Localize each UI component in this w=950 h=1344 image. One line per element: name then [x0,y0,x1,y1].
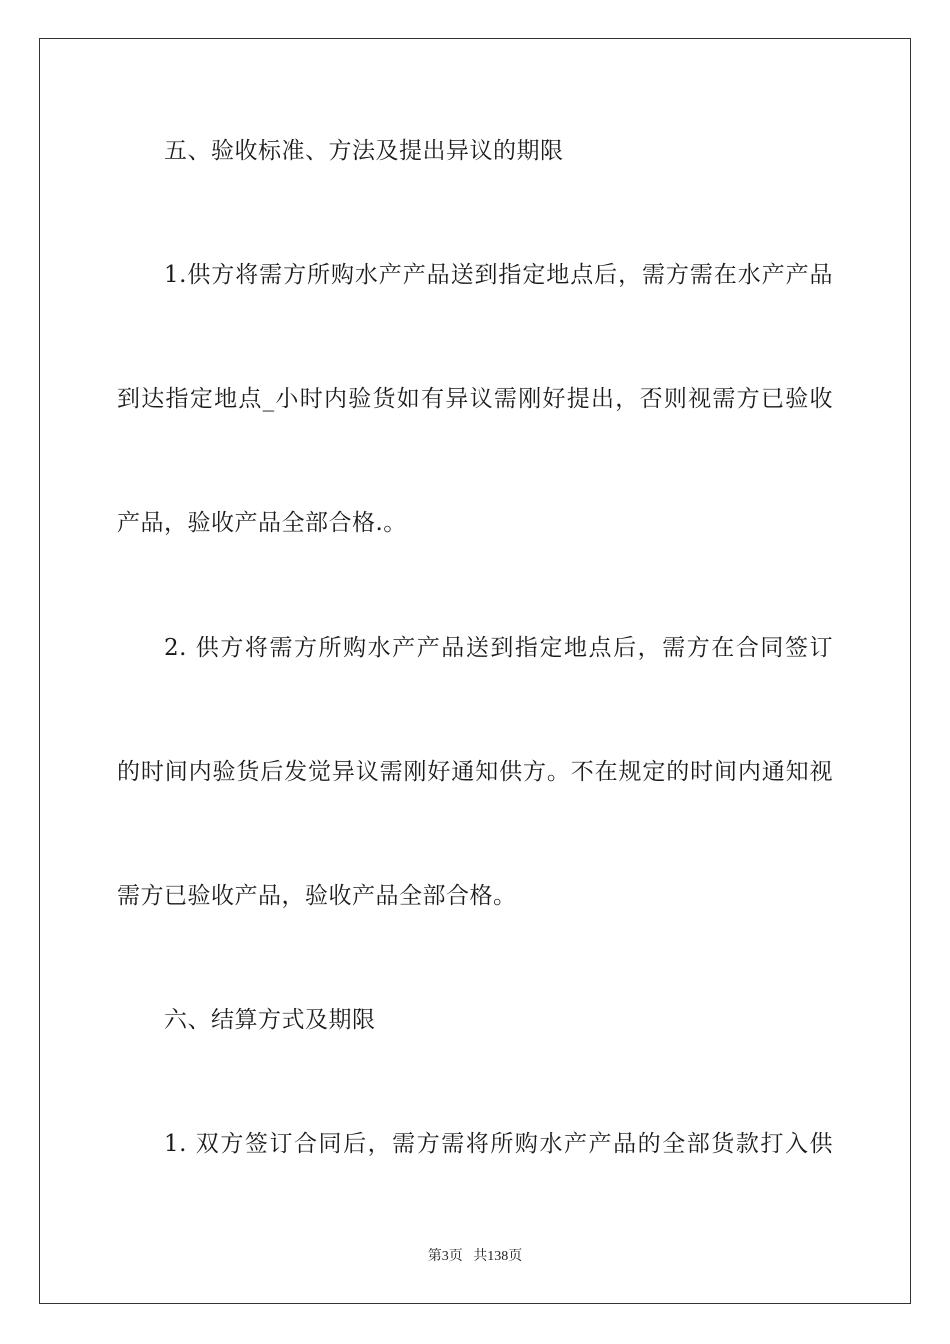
page-border [39,38,911,1304]
page-number: 第3页 [427,1249,463,1264]
paragraph-line: 到达指定地点_小时内验货如有异议需刚好提出，否则视需方已验收 [117,386,833,412]
section-heading-acceptance: 五、验收标准、方法及提出异议的期限 [164,138,564,164]
paragraph-line: 2. 供方将需方所购水产产品送到指定地点后，需方在合同签订 [164,635,833,661]
paragraph-line: 产品，验收产品全部合格.。 [117,510,407,536]
page-footer [0,1247,950,1267]
paragraph-line: 的时间内验货后发觉异议需刚好通知供方。不在规定的时间内通知视 [117,759,833,785]
paragraph-line: 1.供方将需方所购水产产品送到指定地点后，需方需在水产产品 [164,262,833,288]
paragraph-line: 需方已验收产品，验收产品全部合格。 [117,883,517,909]
section-heading-settlement: 六、结算方式及期限 [164,1007,376,1033]
paragraph-line: 1. 双方签订合同后，需方需将所购水产产品的全部货款打入供 [164,1131,833,1157]
page-total: 共138页 [473,1249,523,1264]
